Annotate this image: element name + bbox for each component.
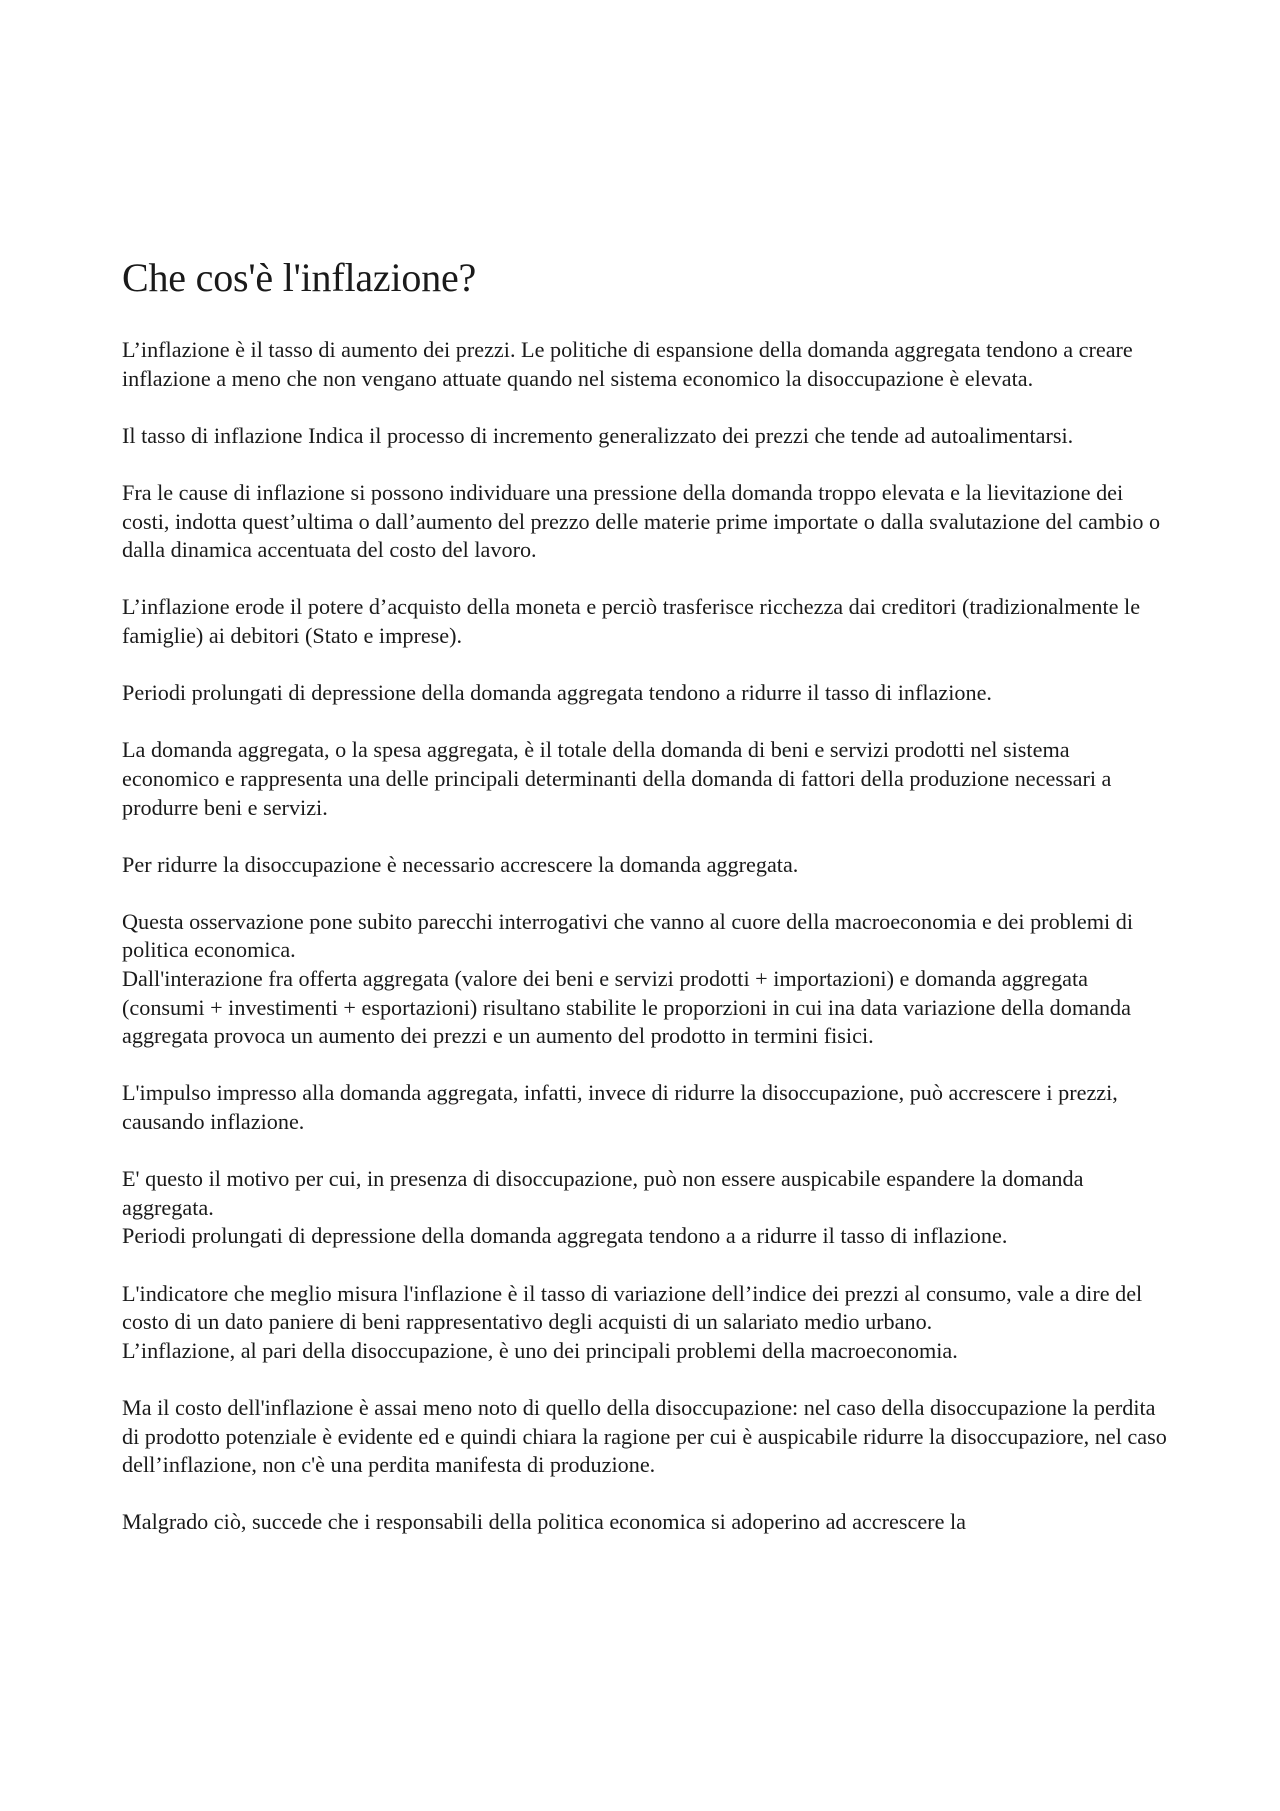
paragraph-nevertheless: Malgrado ciò, succede che i responsabili della politica economica si adoperino ad accrescere la bbox=[122, 1509, 966, 1535]
paragraph-inflation-rate: Il tasso di inflazione Indica il processo di incremento generalizzato dei prezzi che tende ad autoalimentarsi. bbox=[122, 422, 1074, 448]
paragraph-observation: Questa osservazione pone subito parecchi interrogativi che vanno al cuore della macroeconomia e dei problemi di politica economica. bbox=[122, 908, 1133, 963]
paragraph-causes: Fra le cause di inflazione si possono individuare una pressione della domanda troppo elevata e la lievitazione dei costi, indotta quest’ultima o dall’aumento del prezzo delle materie prime importate o dalla svalutazione del cambio o dalla dinamica accentuata del costo del lavoro. bbox=[122, 479, 1161, 563]
paragraph-macro-problem: L’inflazione, al pari della disoccupazione, è uno dei principali problemi della macroeconomia. bbox=[122, 1337, 958, 1363]
paragraph-impulse: L'impulso impresso alla domanda aggregata, infatti, invece di ridurre la disoccupazione, può accrescere i prezzi, causando inflazione. bbox=[122, 1080, 1118, 1135]
paragraph-cost: Ma il costo dell'inflazione è assai meno noto di quello della disoccupazione: nel caso della disoccupazione la perdita di prodotto potenziale è evidente ed e quindi chiara la ragione per cui è auspicabile ridurre la disoccupaziore, nel caso dell’inflazione, non c'è una perdita manifesta di produzione. bbox=[122, 1394, 1167, 1478]
document-body bbox=[122, 254, 1172, 1537]
paragraph-reduce-unemployment: Per ridurre la disoccupazione è necessario accrescere la domanda aggregata. bbox=[122, 851, 799, 877]
paragraph-depression-repeat: Periodi prolungati di depressione della domanda aggregata tendono a a ridurre il tasso di inflazione. bbox=[122, 1223, 1008, 1249]
paragraph-definition: L’inflazione è il tasso di aumento dei prezzi. Le politiche di espansione della domanda aggregata tendono a creare inflazione a meno che non vengano attuate quando nel sistema economico la disoccupazione è elevata. bbox=[122, 337, 1133, 391]
paragraph-indicator: L'indicatore che meglio misura l'inflazione è il tasso di variazione dell’indice dei prezzi al consumo, vale a dire del costo di un dato paniere di beni rappresentativo degli acquisti di un salariato medio urbano. bbox=[122, 1280, 1143, 1335]
paragraph-aggregate-demand: La domanda aggregata, o la spesa aggregata, è il totale della domanda di beni e servizi prodotti nel sistema economico e rappresenta una delle principali determinanti della domanda di fattori della produzione necessari a produrre beni e servizi. bbox=[122, 737, 1112, 820]
paragraph-interaction: Dall'interazione fra offerta aggregata (valore dei beni e servizi prodotti + importazioni) e domanda aggregata (consumi + investimenti + esportazioni) risultano stabilite le proporzioni in cui ina data variazione della domanda aggregata provoca un aumento dei prezzi e un aumento del prodotto in termini fisici. bbox=[122, 966, 1132, 1049]
paragraph-motive: E' questo il motivo per cui, in presenza di disoccupazione, può non essere auspicabile espandere la domanda aggregata. bbox=[122, 1166, 1084, 1220]
paragraph-depression: Periodi prolungati di depressione della domanda aggregata tendono a ridurre il tasso di inflazione. bbox=[122, 680, 992, 706]
paragraph-purchasing-power: L’inflazione erode il potere d’acquisto della moneta e perciò trasferisce ricchezza dai creditori (tradizionalmente le famiglie) ai debitori (Stato e imprese). bbox=[122, 594, 1141, 648]
page-title: Che cos'è l'inflazione? bbox=[122, 255, 477, 300]
